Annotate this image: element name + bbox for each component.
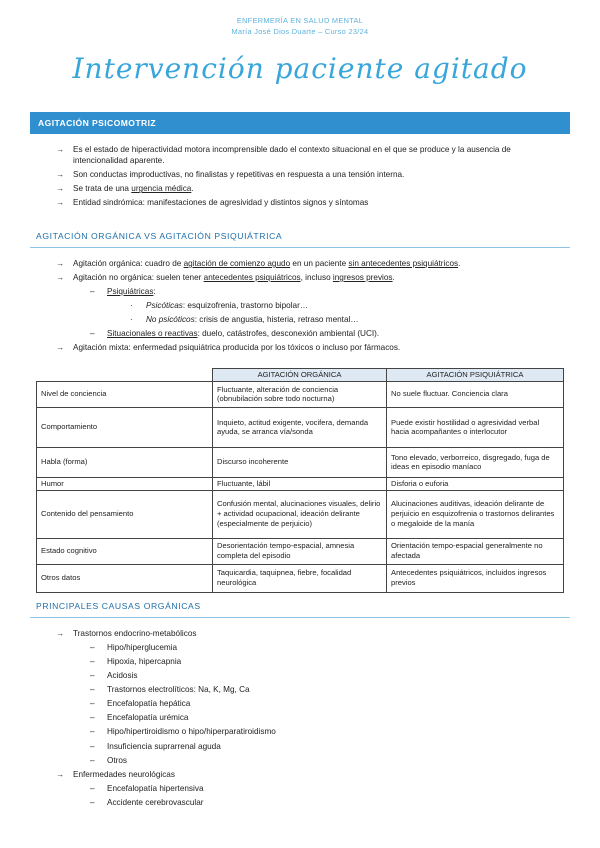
table-header-organica: AGITACIÓN ORGÁNICA bbox=[213, 369, 387, 382]
table-header-psiquiatrica: AGITACIÓN PSIQUIÁTRICA bbox=[387, 369, 564, 382]
underlined-text: agitación de comienzo agudo bbox=[183, 259, 291, 268]
list-item bbox=[90, 670, 566, 681]
course-title: ENFERMERÍA EN SALUD MENTAL bbox=[236, 16, 364, 25]
sublist bbox=[56, 286, 566, 339]
group1-sublist bbox=[56, 642, 566, 766]
underlined-text: ingresos previos bbox=[332, 273, 393, 283]
table-row bbox=[37, 447, 564, 477]
dash-icon: – bbox=[90, 783, 95, 793]
item-text: Son conductas improductivas, no finalistas y repetitivas en respuesta a una tensión interna. bbox=[73, 170, 405, 180]
arrow-icon: → bbox=[56, 170, 65, 180]
table-cell: Fluctuante, alteración de conciencia (obnubilación sobre todo nocturna) bbox=[213, 381, 387, 407]
section-heading-organica-vs-psiquiatrica: AGITACIÓN ORGÁNICA VS AGITACIÓN PSIQUIÁTRICA bbox=[30, 228, 570, 248]
table-header-row bbox=[37, 369, 564, 382]
table-cell-label: Contenido del pensamiento bbox=[37, 490, 213, 538]
list-item bbox=[90, 741, 566, 752]
table-cell: Puede existir hostilidad o agresividad verbal hacia acompañantes o interlocutor bbox=[387, 407, 564, 447]
item-text: : bbox=[153, 287, 156, 297]
item-text: Hipo/hiperglucemia bbox=[107, 643, 178, 653]
item-text: en un paciente bbox=[290, 259, 349, 268]
no-psicoticos-label: No psicóticos bbox=[146, 315, 195, 325]
arrow-icon: → bbox=[56, 343, 65, 353]
list-item bbox=[90, 642, 566, 653]
dash-icon: – bbox=[90, 287, 95, 297]
item-text: Entidad sindrómica: manifestaciones de agresividad y distintos signos y síntomas bbox=[73, 198, 369, 208]
table-cell: Taquicardia, taquipnea, fiebre, focalidad neurológica bbox=[213, 564, 387, 592]
bullet-icon: · bbox=[130, 301, 133, 311]
arrow-icon: → bbox=[56, 259, 65, 268]
item-text: Encefalopatía hepática bbox=[107, 699, 191, 709]
table-cell: Tono elevado, verborreico, disgregado, fuga de ideas en episodio maníaco bbox=[387, 447, 564, 477]
section1-list bbox=[56, 144, 566, 211]
item-text: Trastornos electrolíticos: Na, K, Mg, Ca bbox=[107, 685, 250, 695]
table-cell: Orientación tempo-espacial generalmente no afectada bbox=[387, 538, 564, 564]
list-item bbox=[56, 197, 566, 208]
dash-icon: – bbox=[90, 657, 95, 667]
list-item bbox=[90, 684, 566, 695]
sub-sublist bbox=[90, 300, 566, 325]
underlined-text: sin antecedentes psiquiátricos bbox=[348, 259, 459, 268]
item-text: . bbox=[392, 273, 395, 283]
dash-icon: – bbox=[90, 643, 95, 653]
urgencia-medica-text: urgencia médica bbox=[131, 184, 192, 194]
list-item bbox=[56, 272, 566, 283]
group2-sublist bbox=[56, 783, 566, 808]
item-text: Acidosis bbox=[107, 671, 138, 681]
item-text: Encefalopatía urémica bbox=[107, 713, 189, 723]
table-cell: Confusión mental, alucinaciones visuales, delirio + actividad ocupacional, ideación delirante (especialmente de perjuicio) bbox=[213, 490, 387, 538]
item-text: Encefalopatía hipertensiva bbox=[107, 783, 204, 793]
table-cell: Discurso incoherente bbox=[213, 447, 387, 477]
table-row bbox=[37, 564, 564, 592]
list-item bbox=[90, 656, 566, 667]
item-text: Accidente cerebrovascular bbox=[107, 797, 204, 807]
dash-icon: – bbox=[90, 699, 95, 709]
arrow-icon: → bbox=[56, 273, 65, 283]
arrow-icon: → bbox=[56, 198, 65, 208]
arrow-icon: → bbox=[56, 184, 65, 194]
table-row bbox=[37, 407, 564, 447]
dash-icon: – bbox=[90, 741, 95, 751]
list-item bbox=[56, 258, 566, 269]
list-item bbox=[90, 712, 566, 723]
item-text: : crisis de angustia, histeria, retraso mental… bbox=[194, 315, 359, 325]
table-cell: Antecedentes psiquiátricos, incluidos ingresos previos bbox=[387, 564, 564, 592]
item-text: Hipo/hipertiroidismo o hipo/hiperparatiroidismo bbox=[107, 727, 276, 737]
table-row bbox=[37, 538, 564, 564]
table-cell-label: Otros datos bbox=[37, 564, 213, 592]
dash-icon: – bbox=[90, 755, 95, 765]
dash-icon: – bbox=[90, 713, 95, 723]
table-row bbox=[37, 381, 564, 407]
dash-icon: – bbox=[90, 329, 95, 339]
item-text: Hipoxia, hipercapnia bbox=[107, 657, 182, 667]
psiquiatricas-label: Psiquiátricas bbox=[107, 287, 154, 297]
table-cell: Disforia o euforia bbox=[387, 477, 564, 490]
group-title: Trastornos endocrino-metabólicos bbox=[73, 629, 197, 638]
item-text: Insuficiencia suprarrenal aguda bbox=[107, 741, 221, 751]
table-header-empty bbox=[37, 369, 213, 382]
section-heading-agitacion-psicomotriz: AGITACIÓN PSICOMOTRIZ bbox=[30, 112, 570, 134]
list-item bbox=[56, 144, 566, 166]
item-text: . bbox=[458, 259, 461, 268]
list-item bbox=[130, 300, 566, 311]
dash-icon: – bbox=[90, 797, 95, 807]
section2-list bbox=[56, 258, 566, 356]
arrow-icon: → bbox=[56, 145, 65, 154]
dash-icon: – bbox=[90, 727, 95, 737]
page-title: Intervención paciente agitado bbox=[72, 52, 528, 85]
table-cell: Desorientación tempo-espacial, amnesia completa del episodio bbox=[213, 538, 387, 564]
table-cell: Alucinaciones auditivas, ideación delirante de perjuicio en esquizofrenia o trastornos delirantes o megaloide de la manía bbox=[387, 490, 564, 538]
section-heading-causas-organicas: PRINCIPALES CAUSAS ORGÁNICAS bbox=[30, 598, 570, 618]
dash-icon: – bbox=[90, 671, 95, 681]
table-cell: Fluctuante, lábil bbox=[213, 477, 387, 490]
arrow-icon: → bbox=[56, 769, 65, 779]
list-item bbox=[90, 797, 566, 808]
bullet-icon: · bbox=[130, 315, 133, 325]
list-item bbox=[56, 769, 566, 780]
list-item bbox=[90, 755, 566, 766]
item-text: : esquizofrenia, trastorno bipolar… bbox=[182, 301, 309, 311]
list-item bbox=[90, 783, 566, 794]
underlined-text: antecedentes psiquiátricos bbox=[203, 273, 301, 283]
list-item bbox=[90, 726, 566, 737]
list-item bbox=[90, 328, 566, 339]
table-cell: Inquieto, actitud exigente, vocifera, demanda ayuda, se arranca vía/sonda bbox=[213, 407, 387, 447]
table-cell-label: Estado cognitivo bbox=[37, 538, 213, 564]
table-cell-label: Comportamiento bbox=[37, 407, 213, 447]
list-item bbox=[56, 169, 566, 180]
item-text: Agitación no orgánica: suelen tener bbox=[73, 273, 204, 283]
arrow-icon: → bbox=[56, 629, 65, 638]
table-row bbox=[37, 490, 564, 538]
list-item bbox=[130, 314, 566, 325]
item-text: Otros bbox=[107, 755, 128, 765]
item-text: Agitación orgánica: cuadro de bbox=[73, 259, 184, 268]
table-cell-label: Nivel de conciencia bbox=[37, 381, 213, 407]
item-text: Se trata de una bbox=[73, 184, 132, 194]
item-text: . bbox=[191, 184, 194, 194]
dash-icon: – bbox=[90, 685, 95, 695]
list-item bbox=[90, 698, 566, 709]
table-cell-label: Habla (forma) bbox=[37, 447, 213, 477]
list-item bbox=[90, 286, 566, 297]
situacionales-label: Situacionales o reactivas bbox=[107, 329, 198, 339]
item-text: : duelo, catástrofes, desconexión ambiental (UCI). bbox=[197, 329, 380, 339]
psicoticas-label: Psicóticas bbox=[146, 301, 183, 311]
author-line: María José Dios Duarte – Curso 23/24 bbox=[231, 27, 369, 36]
list-item bbox=[56, 628, 566, 639]
item-text: Es el estado de hiperactividad motora incomprensible dado el contexto situacional en el que se produce y la ausencia de intencionalidad aparente. bbox=[73, 145, 511, 166]
table-cell: No suele fluctuar. Conciencia clara bbox=[387, 381, 564, 407]
list-item bbox=[56, 183, 566, 194]
list-item bbox=[56, 342, 566, 353]
group-title: Enfermedades neurológicas bbox=[73, 769, 175, 779]
item-text: , incluso bbox=[300, 273, 333, 283]
section3-list bbox=[56, 628, 566, 811]
table-row bbox=[37, 477, 564, 490]
table-cell-label: Humor bbox=[37, 477, 213, 490]
item-text: Agitación mixta: enfermedad psiquiátrica producida por los tóxicos o incluso por fármacos. bbox=[73, 343, 401, 353]
comparison-table bbox=[36, 368, 564, 593]
